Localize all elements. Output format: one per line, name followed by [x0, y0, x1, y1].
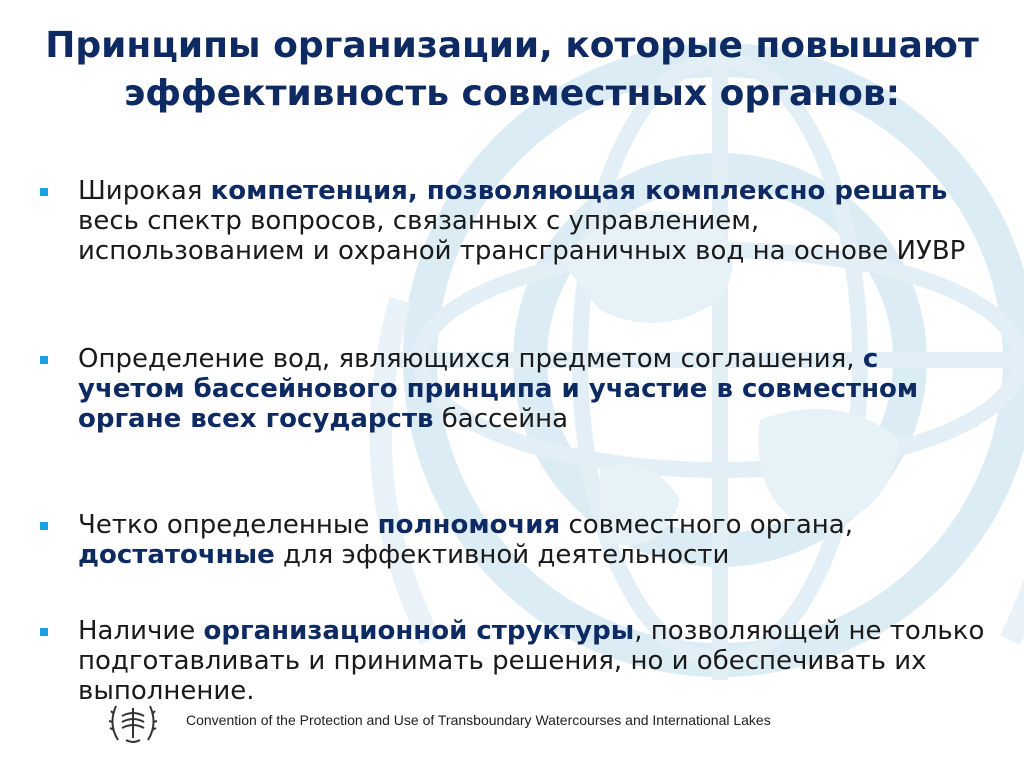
- bullet-square-icon: [40, 356, 48, 364]
- bullet-text-segment: бассейна: [433, 404, 569, 434]
- un-laurel-emblem-icon: [108, 700, 158, 746]
- bullet-text: [78, 510, 988, 570]
- footer-text: Convention of the Protection and Use of Transboundary Watercourses and International Lakes: [186, 712, 771, 728]
- bullet-text-segment: , позволяющей не только подготавливать и принимать решения, но и обеспечивать их выполнение.: [78, 616, 985, 706]
- bullet-square-icon: [40, 628, 48, 636]
- bullet-square-icon: [40, 188, 48, 196]
- bullet-text-highlight: компетенция, позволяющая комплексно решать: [210, 176, 948, 206]
- bullet-text-highlight: с учетом бассейнового принципа и участие в совместном органе всех государств: [78, 344, 919, 434]
- bullet-text-highlight: полномочия: [377, 510, 561, 540]
- bullet-text-segment: для эффективной деятельности: [274, 540, 730, 570]
- slide-title: Принципы организации, которые повышают эффективность совместных органов:: [45, 25, 979, 114]
- bullet-text-highlight: организационной структуры: [203, 616, 635, 646]
- bullet-text-highlight: достаточные: [78, 540, 275, 570]
- bullet-text-segment: Наличие: [78, 616, 204, 646]
- footer: [108, 700, 988, 748]
- bullet-text: [78, 176, 988, 266]
- bullet-text: [78, 616, 988, 706]
- bullet-text-segment: Определение вод, являющихся предметом соглашения,: [78, 344, 863, 374]
- bullet-text-segment: весь спектр вопросов, связанных с управлением, использованием и охраной трансграничных вод на основе ИУВР: [78, 206, 966, 266]
- bullet-text-segment: Широкая: [78, 176, 211, 206]
- bullet-text: [78, 344, 988, 434]
- bullet-square-icon: [40, 522, 48, 530]
- bullet-text-segment: Четко определенные: [78, 510, 378, 540]
- bullet-text-segment: совместного органа,: [560, 510, 853, 540]
